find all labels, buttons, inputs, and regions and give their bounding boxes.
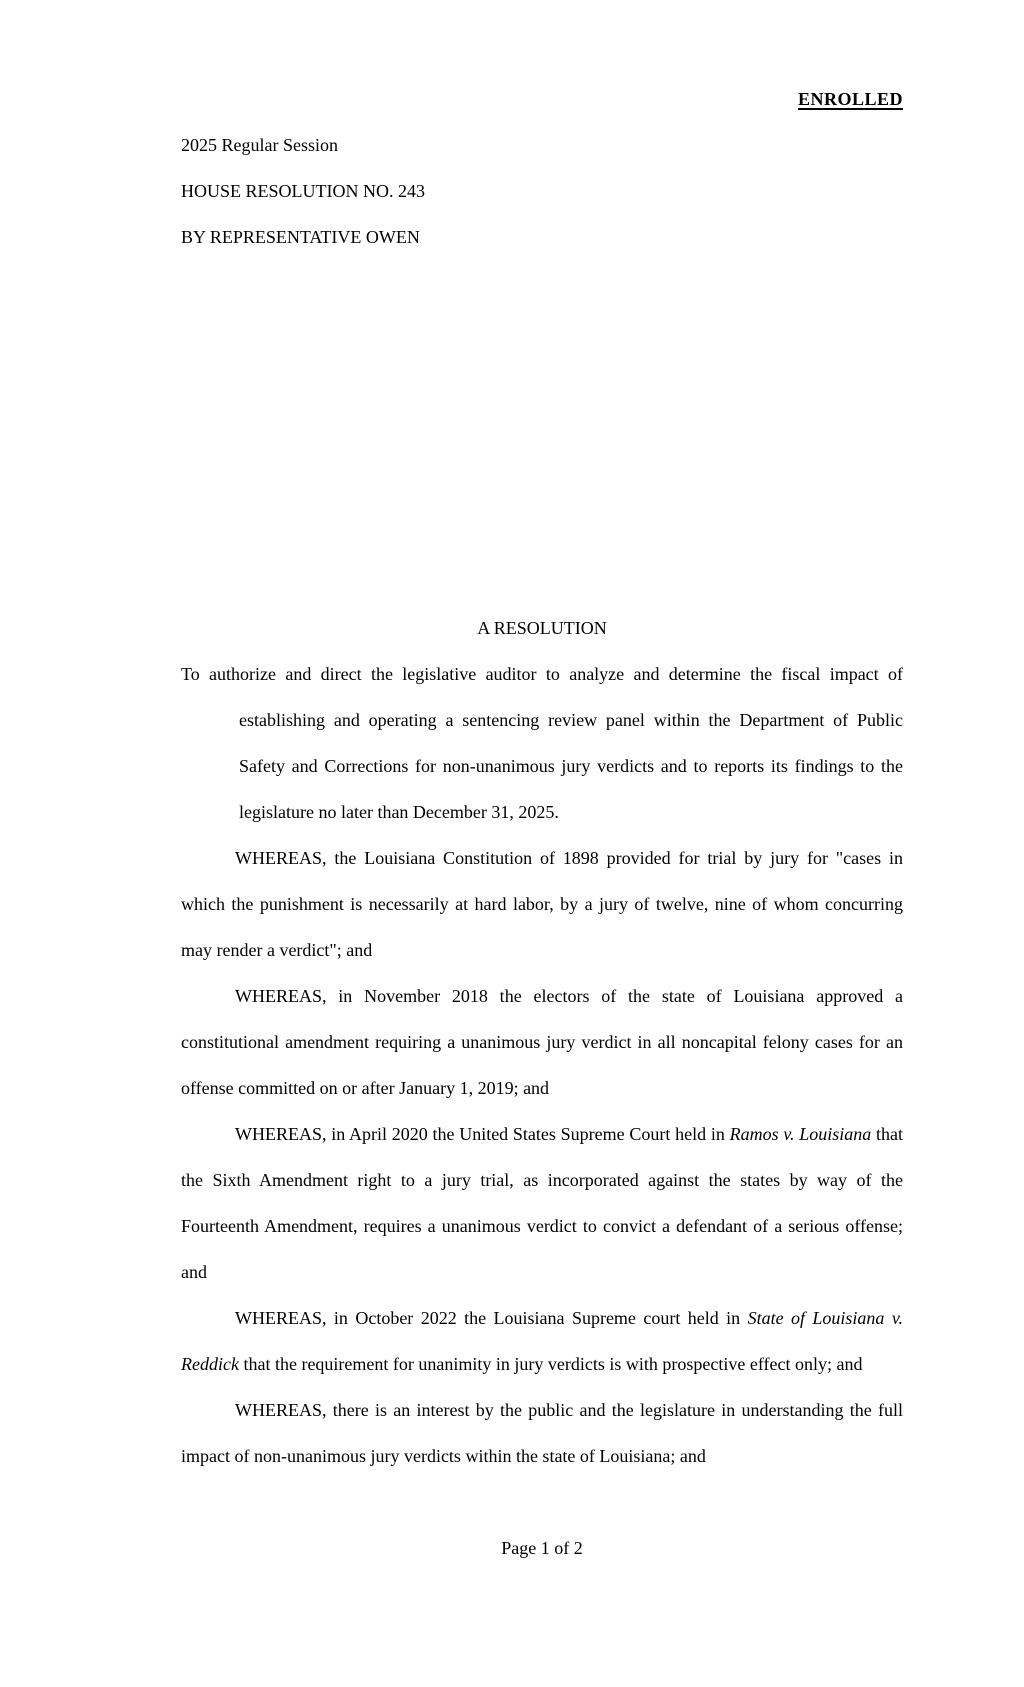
- whereas-clause-4: [181, 1295, 903, 1387]
- resolution-title: A RESOLUTION: [477, 618, 607, 638]
- whereas-clause-3-text-tail: that the Sixth Amendment right to a jury trial, as incorporated against the states by way of the Fourteenth Amendment, requires a unanimous verdict to convict a defendant of a serious offense; and: [181, 1124, 903, 1282]
- whereas-clause-5: [181, 1387, 903, 1479]
- document-header: [181, 122, 903, 260]
- whereas-clause-4-text-lead: WHEREAS, in October 2022 the Louisiana Supreme court held in: [235, 1308, 748, 1328]
- whereas-clause-3: [181, 1111, 903, 1295]
- case-citation-ramos: Ramos v. Louisiana: [729, 1124, 872, 1144]
- whereas-clause-2-text: WHEREAS, in November 2018 the electors of the state of Louisiana approved a constitutional amendment requiring a unanimous jury verdict in all noncapital felony cases for an offense committed on or after January 1, 2019; and: [181, 986, 903, 1098]
- whereas-clause-4-text-tail: that the requirement for unanimity in jury verdicts is with prospective effect only; and: [238, 1354, 863, 1374]
- resolving-clause-text: To authorize and direct the legislative auditor to analyze and determine the fiscal impact of establishing and operating a sentencing review panel within the Department of Public Safety and Corrections for non-unanimous jury verdicts and to reports its findings to the legislature no later than December 31, 2025.: [181, 664, 903, 822]
- enrolled-stamp-line: [181, 76, 903, 122]
- whereas-clause-2: [181, 973, 903, 1111]
- resolving-clause: [181, 651, 903, 835]
- whereas-clause-3-text-lead: WHEREAS, in April 2020 the United States Supreme Court held in: [235, 1124, 730, 1144]
- page-number: Page 1 of 2: [501, 1538, 583, 1558]
- whereas-clause-1: [181, 835, 903, 973]
- session-line: 2025 Regular Session: [181, 135, 338, 155]
- whereas-clause-1-text: WHEREAS, the Louisiana Constitution of 1898 provided for trial by jury for "cases in which the punishment is necessarily at hard labor, by a jury of twelve, nine of whom concurring may render a verdict"; and: [181, 848, 903, 960]
- blank-area: [181, 260, 903, 605]
- whereas-clause-5-text: WHEREAS, there is an interest by the public and the legislature in understanding the full impact of non-unanimous jury verdicts within the state of Louisiana; and: [181, 1400, 903, 1466]
- case-citation-reddick: State of Louisiana v. Reddick: [181, 1308, 903, 1374]
- enrolled-stamp: ENROLLED: [797, 89, 903, 109]
- resolution-number-line: HOUSE RESOLUTION NO. 243: [181, 181, 425, 201]
- author-line: BY REPRESENTATIVE OWEN: [181, 227, 420, 247]
